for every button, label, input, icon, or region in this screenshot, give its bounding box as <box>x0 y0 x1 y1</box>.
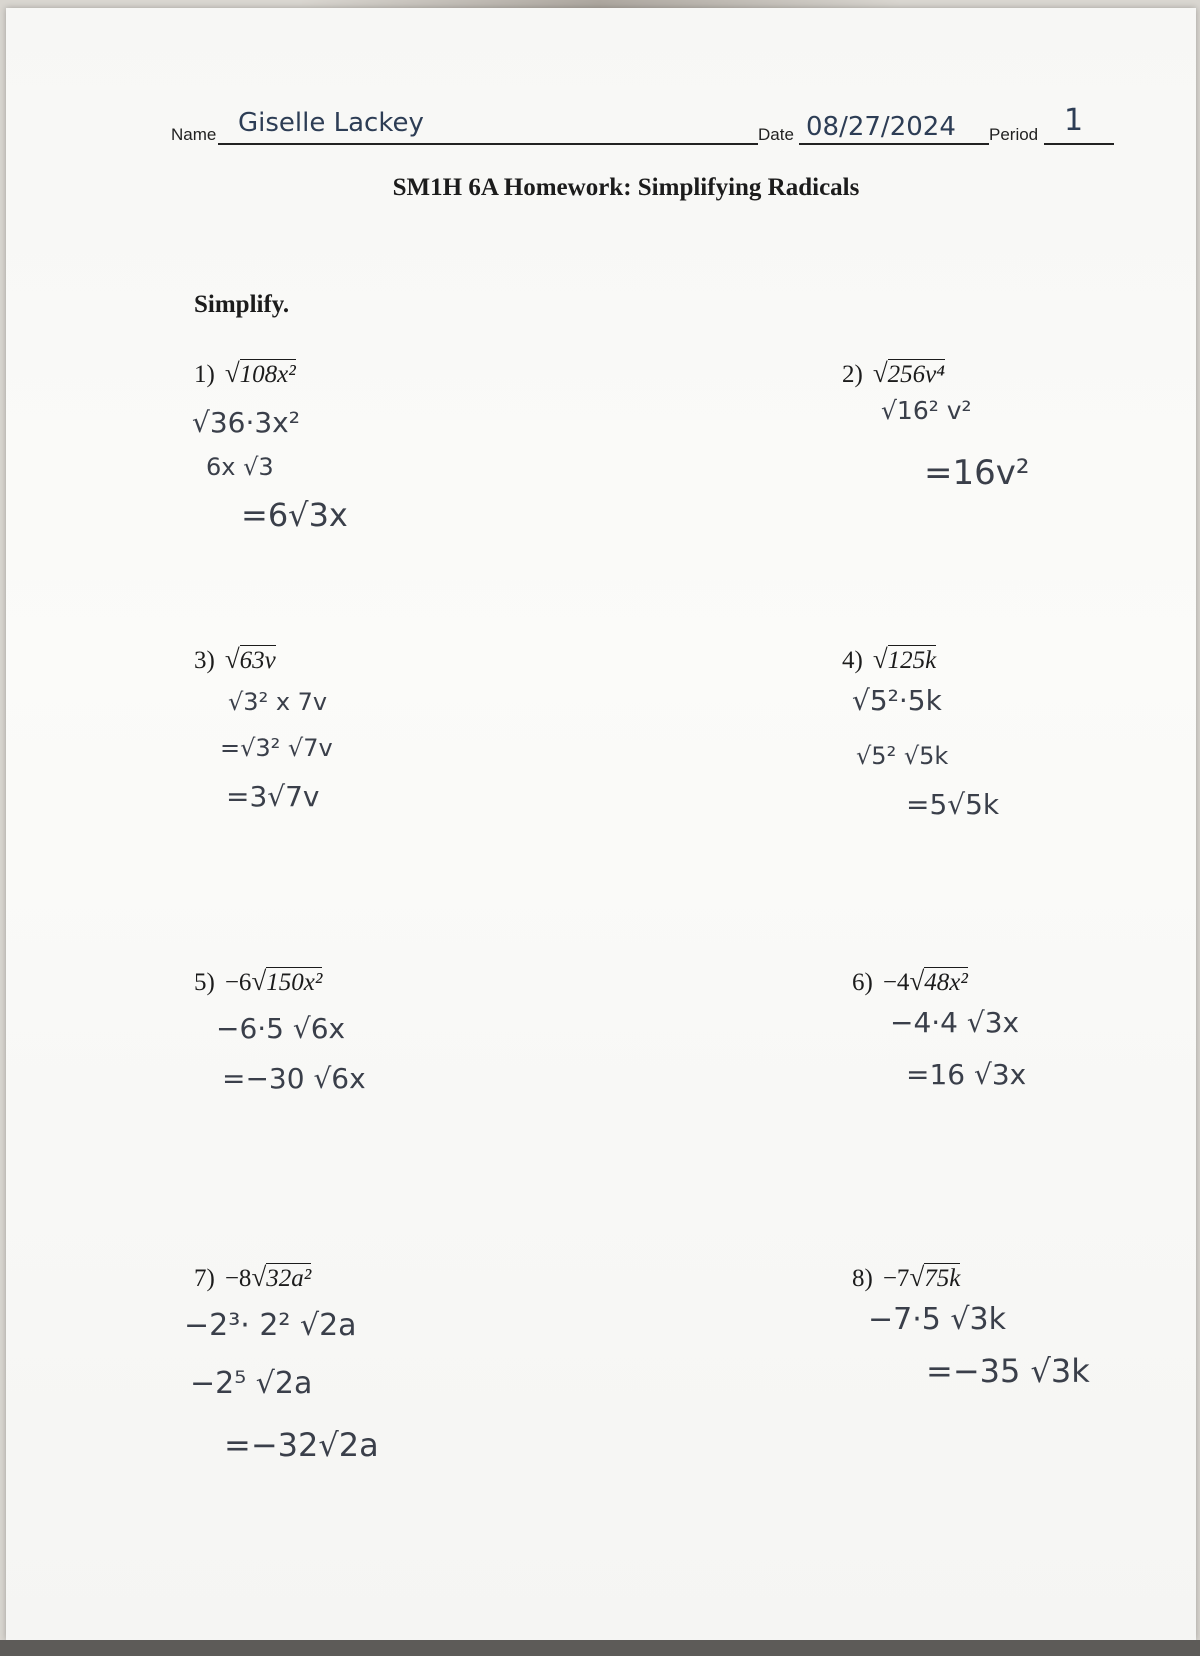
radicand: 75k <box>924 1265 961 1292</box>
radical-sign: √ <box>909 966 925 996</box>
problem-number: 7) <box>194 1265 215 1292</box>
work-line: √36·3x² <box>192 406 300 439</box>
instruction: Simplify. <box>194 291 290 318</box>
work-line: =√3² √7v <box>220 734 333 762</box>
problem-2 <box>842 358 945 389</box>
radical-sign: √ <box>872 358 888 388</box>
date-line <box>799 143 989 145</box>
work-line: −6·5 √6x <box>216 1012 346 1045</box>
work-line: √5²·5k <box>852 684 942 717</box>
problem-number: 1) <box>194 361 215 388</box>
worksheet-page <box>6 8 1196 1640</box>
work-line: √16² v² <box>881 396 972 425</box>
work-line: −2⁵ √2a <box>190 1366 313 1401</box>
name-label: Name <box>171 125 217 144</box>
period-label: Period <box>989 125 1039 144</box>
work-line: 6x √3 <box>206 453 274 481</box>
problem-number: 6) <box>852 969 873 996</box>
problem-5 <box>194 966 322 997</box>
work-line: =5√5k <box>906 788 1000 821</box>
radicand: 48x² <box>924 969 968 996</box>
work-line: =16 √3x <box>906 1058 1027 1091</box>
coefficient: −7 <box>882 1265 910 1292</box>
radicand: 125k <box>887 647 937 674</box>
date-value: 08/27/2024 <box>806 112 956 142</box>
problem-number: 4) <box>842 647 863 674</box>
work-line: =3√7v <box>226 780 320 813</box>
problem-4 <box>842 644 936 675</box>
radicand: 63v <box>239 647 276 674</box>
work-line: −7·5 √3k <box>868 1302 1006 1337</box>
radical-sign: √ <box>251 1262 267 1292</box>
work-line: =−32√2a <box>224 1426 379 1464</box>
work-line: √5² √5k <box>856 742 949 770</box>
problem-number: 5) <box>194 969 215 996</box>
radicand: 32a² <box>266 1265 312 1292</box>
radical-sign: √ <box>909 1262 925 1292</box>
name-line <box>218 143 758 145</box>
radicand: 256v⁴ <box>887 361 945 388</box>
problem-number: 2) <box>842 361 863 388</box>
work-line: =−30 √6x <box>222 1062 366 1095</box>
coefficient: −4 <box>882 969 910 996</box>
radicand: 108x² <box>239 361 296 388</box>
period-value: 1 <box>1064 103 1084 138</box>
problem-8 <box>852 1262 960 1293</box>
problem-number: 3) <box>194 647 215 674</box>
problem-number: 8) <box>852 1265 873 1292</box>
work-line: =−35 √3k <box>926 1352 1090 1390</box>
problem-7 <box>194 1262 311 1293</box>
radical-sign: √ <box>251 966 267 996</box>
name-value: Giselle Lackey <box>238 108 424 138</box>
work-line: −4·4 √3x <box>890 1006 1020 1039</box>
period-line <box>1044 143 1114 145</box>
problem-3 <box>194 644 276 675</box>
problem-1 <box>194 358 296 389</box>
worksheet-title: SM1H 6A Homework: Simplifying Radicals <box>392 174 860 201</box>
problem-6 <box>852 966 968 997</box>
work-line: √3² x 7v <box>228 688 328 716</box>
radical-sign: √ <box>872 644 888 674</box>
work-line: =6√3x <box>241 496 348 534</box>
photo-bottom-edge <box>0 1640 1200 1656</box>
radical-sign: √ <box>224 644 240 674</box>
radicand: 150x² <box>266 969 323 996</box>
radical-sign: √ <box>224 358 240 388</box>
date-label: Date <box>758 125 794 144</box>
coefficient: −8 <box>224 1265 252 1292</box>
work-line: −2³· 2² √2a <box>184 1308 357 1343</box>
coefficient: −6 <box>224 969 252 996</box>
work-line: =16v² <box>924 453 1030 493</box>
